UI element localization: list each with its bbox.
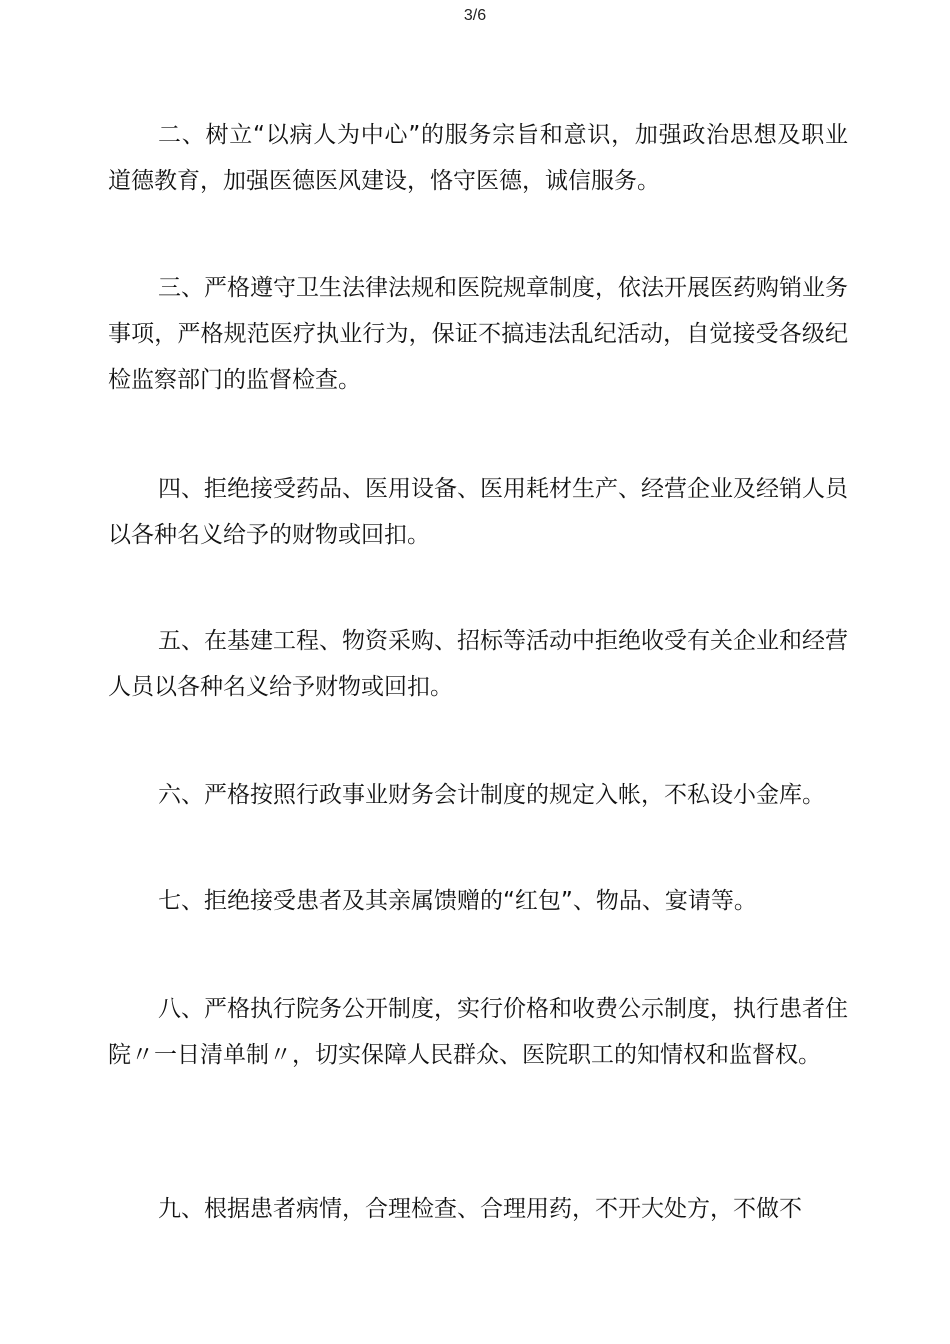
paragraph-item-3: 三、严格遵守卫生法律法规和医院规章制度，依法开展医药购销业务事项，严格规范医疗执业行为，保证不搞违法乱纪活动，自觉接受各级纪检监察部门的监督检查。 [108,275,848,393]
paragraph-item-4: 四、拒绝接受药品、医用设备、医用耗材生产、经营企业及经销人员以各种名义给予的财物或回扣。 [108,476,848,548]
paragraph-item-9: 九、根据患者病情，合理检查、合理用药，不开大处方，不做不 [158,1196,802,1222]
page-number: 3/6 [463,7,487,24]
paragraph-item-2: 二、树立“以病人为中心”的服务宗旨和意识，加强政治思想及职业道德教育，加强医德医风建设，恪守医德，诚信服务。 [108,122,848,194]
paragraph-item-7: 七、拒绝接受患者及其亲属馈赠的“红包”、物品、宴请等。 [158,888,757,914]
paragraph-item-6: 六、严格按照行政事业财务会计制度的规定入帐，不私设小金库。 [158,782,825,808]
paragraph-item-8: 八、严格执行院务公开制度，实行价格和收费公示制度，执行患者住院〃一日清单制〃，切实保障人民群众、医院职工的知情权和监督权。 [108,996,848,1068]
paragraph-item-5: 五、在基建工程、物资采购、招标等活动中拒绝收受有关企业和经营人员以各种名义给予财物或回扣。 [108,628,848,700]
